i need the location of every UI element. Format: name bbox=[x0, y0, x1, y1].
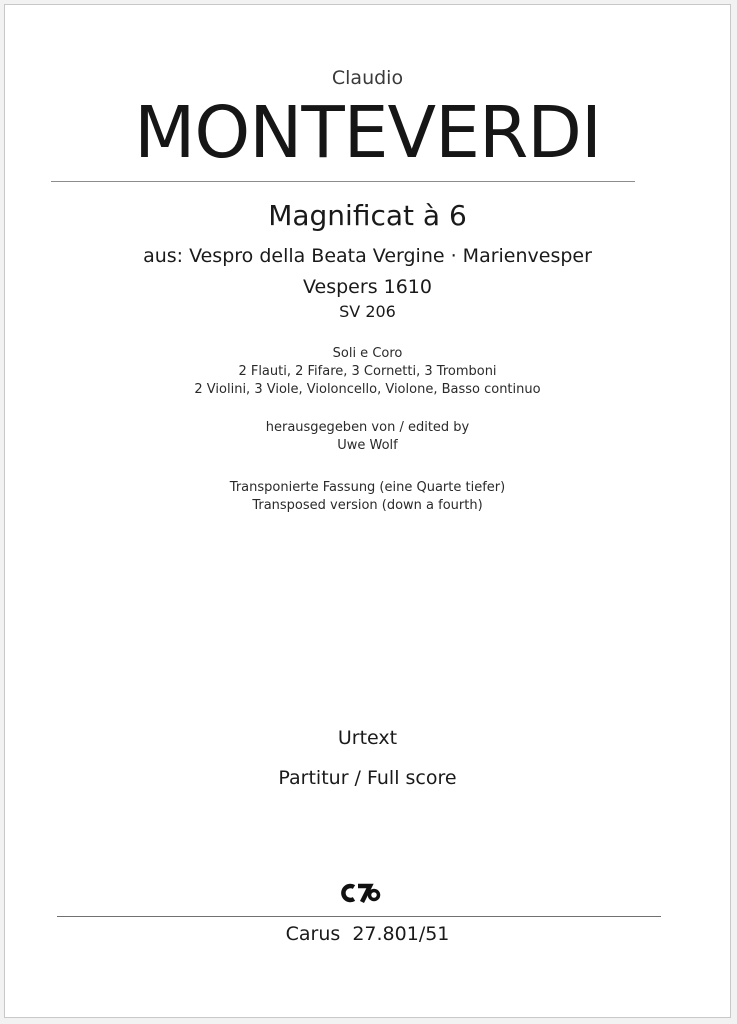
score-cover bbox=[4, 4, 731, 1018]
scoring-line: 2 Flauti, 2 Fifare, 3 Cornetti, 3 Tromboni bbox=[238, 364, 497, 379]
scoring-line: 2 Violini, 3 Viole, Violoncello, Violone, Basso continuo bbox=[194, 382, 541, 397]
editor-name: Uwe Wolf bbox=[337, 438, 398, 453]
bottom-divider bbox=[57, 916, 661, 917]
top-divider bbox=[51, 181, 635, 182]
composer-first-name: Claudio bbox=[331, 67, 404, 89]
version-line-de: Transponierte Fassung (eine Quarte tiefer) bbox=[229, 480, 506, 495]
score-type: Partitur / Full score bbox=[278, 767, 457, 789]
composer-last-name: MONTEVERDI bbox=[134, 91, 601, 174]
carus-logo-icon bbox=[341, 881, 385, 905]
work-catalog-number: SV 206 bbox=[339, 302, 396, 321]
editor-label: herausgegeben von / edited by bbox=[265, 420, 470, 435]
work-title: Magnificat à 6 bbox=[268, 199, 467, 232]
scoring-line: Soli e Coro bbox=[332, 346, 403, 361]
scoring-block bbox=[5, 345, 730, 399]
editor-block bbox=[5, 419, 730, 455]
publisher-catalog: Carus 27.801/51 bbox=[285, 923, 450, 945]
urtext-label: Urtext bbox=[337, 727, 398, 749]
version-block bbox=[5, 479, 730, 515]
work-subtitle: aus: Vespro della Beata Vergine · Marienvesper bbox=[143, 245, 592, 267]
work-vespers: Vespers 1610 bbox=[303, 276, 432, 298]
version-line-en: Transposed version (down a fourth) bbox=[252, 498, 483, 513]
